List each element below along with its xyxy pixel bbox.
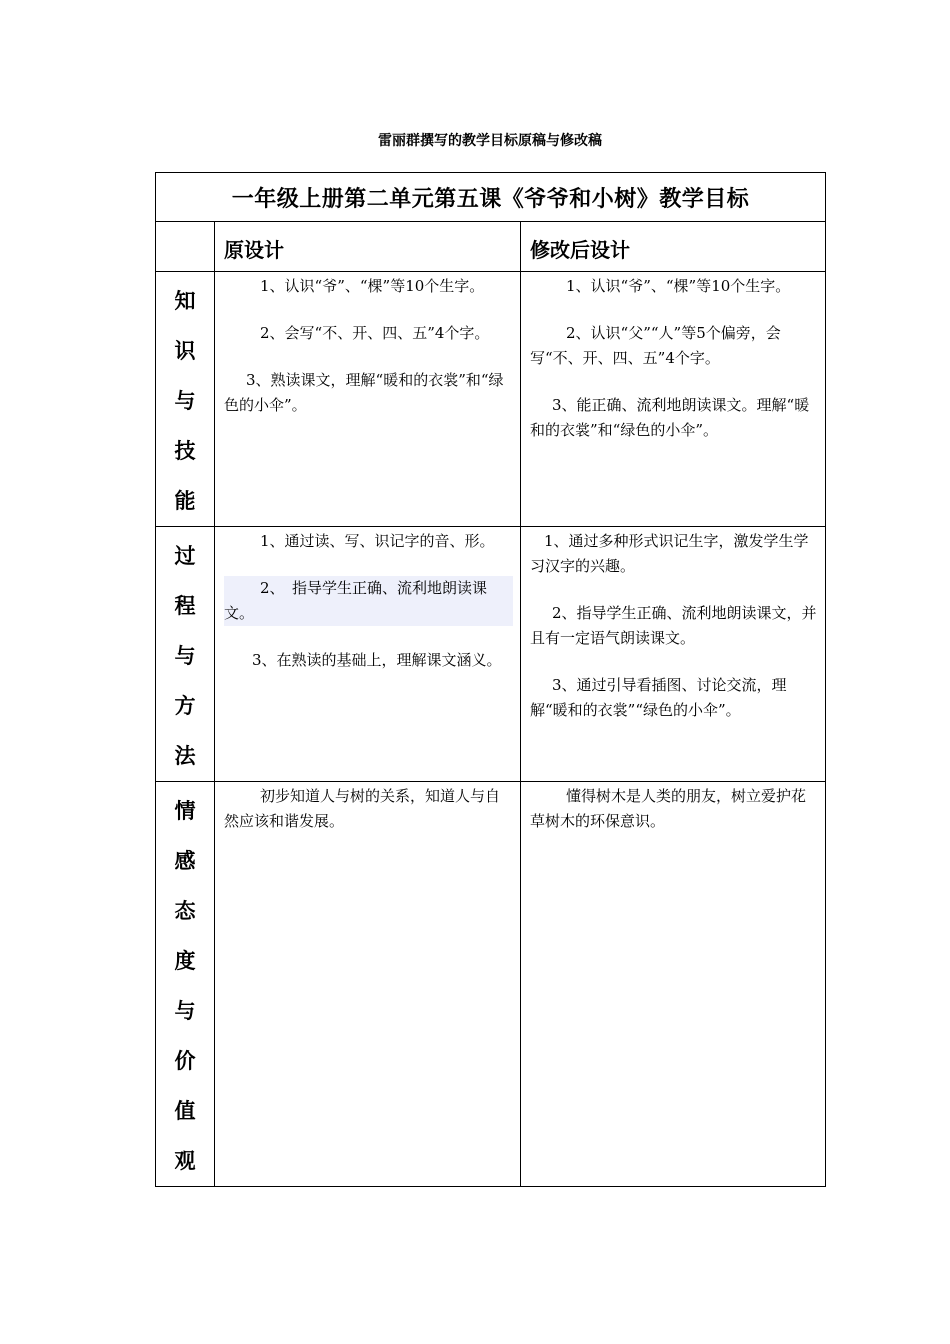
empty-header-cell: [156, 222, 215, 272]
category-char: 法: [174, 744, 196, 768]
category-char: 程: [174, 594, 196, 618]
category-char: 与: [174, 999, 196, 1023]
revised-goal-item: 1、通过多种形式识记生字，激发学生学习汉字的兴趣。: [530, 532, 809, 575]
lesson-title-row: [156, 173, 826, 222]
table-row-process: [156, 527, 826, 782]
original-header-cell: [215, 222, 521, 272]
original-goal-item: 3、在熟读的基础上，理解课文涵义。: [252, 651, 502, 669]
original-goal-item: 2、会写“不、开、四、五”4个字。: [260, 324, 490, 342]
category-char: 度: [174, 949, 196, 973]
category-char: 知: [174, 289, 196, 313]
revised-goal-item: 3、通过引导看插图、讨论交流，理解“暖和的衣裳”“绿色的小伞”。: [530, 676, 787, 719]
revised-cell-knowledge: [521, 272, 826, 527]
table-row-knowledge: [156, 272, 826, 527]
lesson-title: 一年级上册第二单元第五课《爷爷和小树》教学目标: [156, 173, 826, 222]
original-design-header: 原设计: [224, 238, 284, 262]
revised-design-header: 修改后设计: [530, 238, 630, 262]
column-header-row: [156, 222, 826, 272]
category-char: 态: [174, 899, 196, 923]
original-cell-attitude: [215, 782, 521, 1187]
category-char: 与: [174, 389, 196, 413]
original-goal-item: 3、熟读课文，理解“暖和的衣裳”和“绿色的小伞”。: [224, 371, 504, 414]
original-cell-process: [215, 527, 521, 782]
category-char: 识: [174, 339, 196, 363]
category-knowledge-skills: [156, 272, 215, 527]
category-emotion-attitude-values: [156, 782, 215, 1187]
original-cell-knowledge: [215, 272, 521, 527]
revised-goal-item: 懂得树木是人类的朋友，树立爱护花草树木的环保意识。: [530, 787, 807, 830]
document-title: 雷丽群撰写的教学目标原稿与修改稿: [378, 133, 602, 149]
category-char: 过: [174, 544, 196, 568]
category-char: 与: [174, 644, 196, 668]
revised-goal-item: 3、能正确、流利地朗读课文。理解“暖和的衣裳”和“绿色的小伞”。: [530, 396, 810, 439]
original-goal-item: 1、认识“爷”、“棵”等10个生字。: [260, 277, 485, 295]
category-char: 值: [174, 1099, 196, 1123]
category-char: 技: [174, 439, 196, 463]
original-goal-item: 初步知道人与树的关系，知道人与自然应该和谐发展。: [224, 787, 501, 830]
table-row-attitude: [156, 782, 826, 1187]
category-process-methods: [156, 527, 215, 782]
category-char: 感: [174, 849, 196, 873]
teaching-goals-table: [155, 172, 826, 1187]
revised-cell-process: [521, 527, 826, 782]
category-char: 能: [174, 489, 196, 513]
revised-cell-attitude: [521, 782, 826, 1187]
category-char: 方: [174, 694, 196, 718]
revised-header-cell: [521, 222, 826, 272]
revised-goal-item: 2、指导学生正确、流利地朗读课文，并且有一定语气朗读课文。: [530, 604, 817, 647]
revised-goal-item: 2、认识“父”“人”等5个偏旁，会写“不、开、四、五”4个字。: [530, 324, 781, 367]
original-goal-item-highlighted: 2、 指导学生正确、流利地朗读课文。: [224, 576, 513, 626]
revised-goal-item: 1、认识“爷”、“棵”等10个生字。: [566, 277, 791, 295]
category-char: 观: [174, 1149, 196, 1173]
category-char: 价: [174, 1049, 196, 1073]
original-goal-item: 1、通过读、写、识记字的音、形。: [260, 532, 495, 550]
category-char: 情: [174, 799, 196, 823]
